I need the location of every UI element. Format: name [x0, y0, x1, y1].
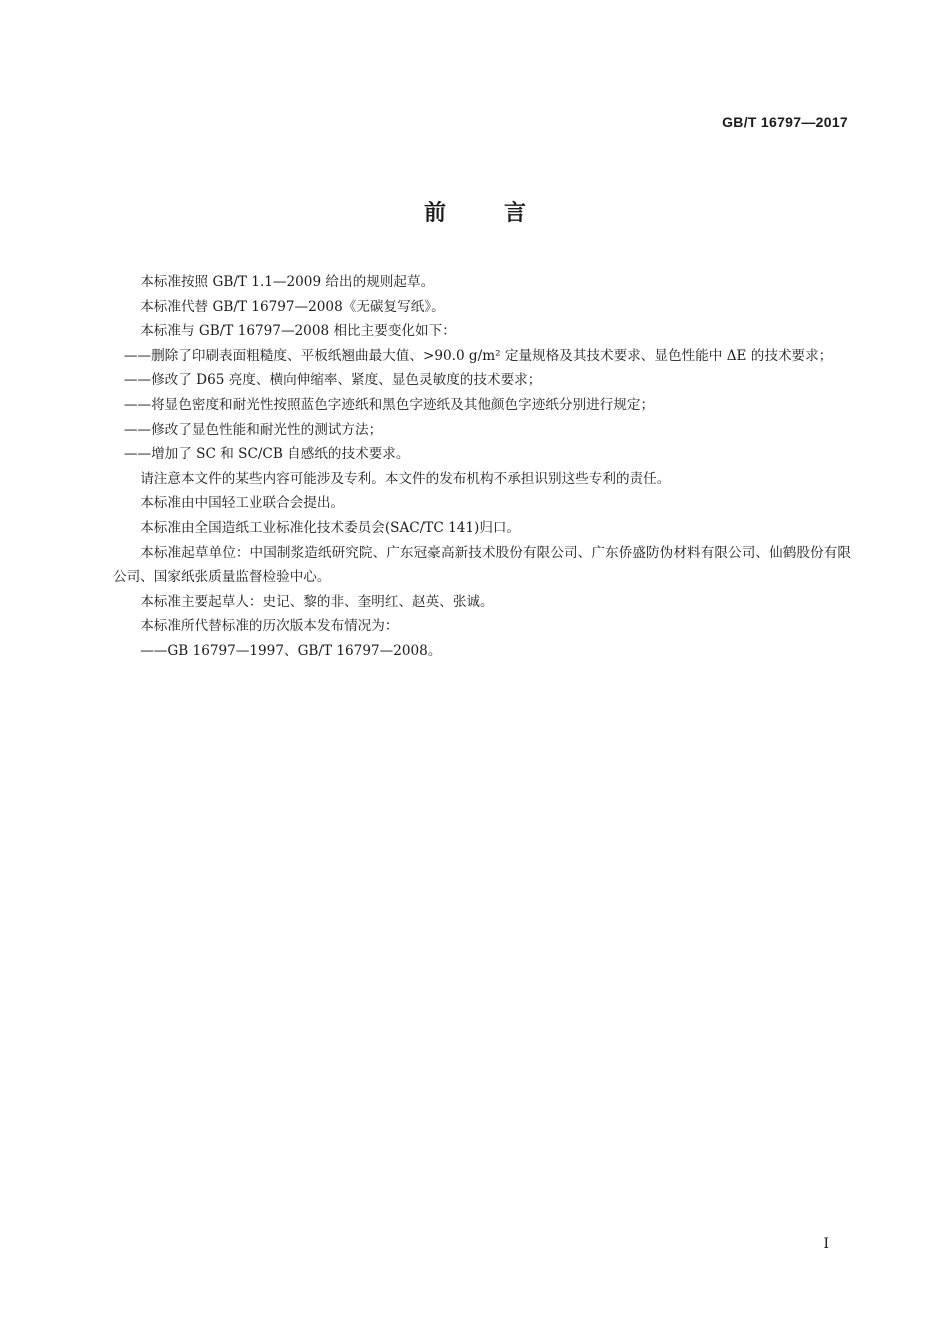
paragraph-history-list: ——GB 16797—1997、GB/T 16797—2008。 [140, 642, 442, 659]
paragraph-drafting-rules: 本标准按照 GB/T 1.1—2009 给出的规则起草。 [140, 274, 435, 290]
paragraph-history-intro: 本标准所代替标准的历次版本发布情况为： [140, 618, 399, 635]
change-item: ——将显色密度和耐光性按照蓝色字迹纸和黑色字迹纸及其他颜色字迹纸分别进行规定； [123, 396, 655, 413]
change-item: ——修改了 D65 亮度、横向伸缩率、紧度、显色灵敏度的技术要求； [123, 372, 542, 389]
paragraph-proposed-by: 本标准由中国轻工业联合会提出。 [140, 495, 345, 512]
foreword-body [113, 270, 851, 664]
standard-number: GB/T 16797—2017 [722, 114, 848, 130]
change-item: ——增加了 SC 和 SC/CB 自感纸的技术要求。 [123, 446, 410, 463]
paragraph-drafting-units: 本标准起草单位：中国制浆造纸研究院、广东冠豪高新技术股份有限公司、广东侨盛防伪材料有限公司、仙鹤股份有限公司、国家纸张质量监督检验中心。 [113, 544, 851, 586]
change-item: ——删除了印刷表面粗糙度、平板纸翘曲最大值、>90.0 g/m² 定量规格及其技术要求、显色性能中 ΔE 的技术要求； [123, 347, 833, 364]
paragraph-replaces: 本标准代替 GB/T 16797—2008《无碳复写纸》。 [140, 298, 445, 315]
page-title: 前言 [423, 201, 584, 226]
page-number: I [823, 1236, 829, 1252]
paragraph-patent-notice: 请注意本文件的某些内容可能涉及专利。本文件的发布机构不承担识别这些专利的责任。 [140, 470, 671, 487]
paragraph-drafters: 本标准主要起草人：史记、黎的非、奎明红、赵英、张诚。 [140, 593, 494, 610]
change-item: ——修改了显色性能和耐光性的测试方法； [123, 421, 383, 438]
paragraph-changes-intro: 本标准与 GB/T 16797—2008 相比主要变化如下： [140, 323, 456, 340]
paragraph-administered-by: 本标准由全国造纸工业标准化技术委员会(SAC/TC 141)归口。 [140, 519, 521, 536]
